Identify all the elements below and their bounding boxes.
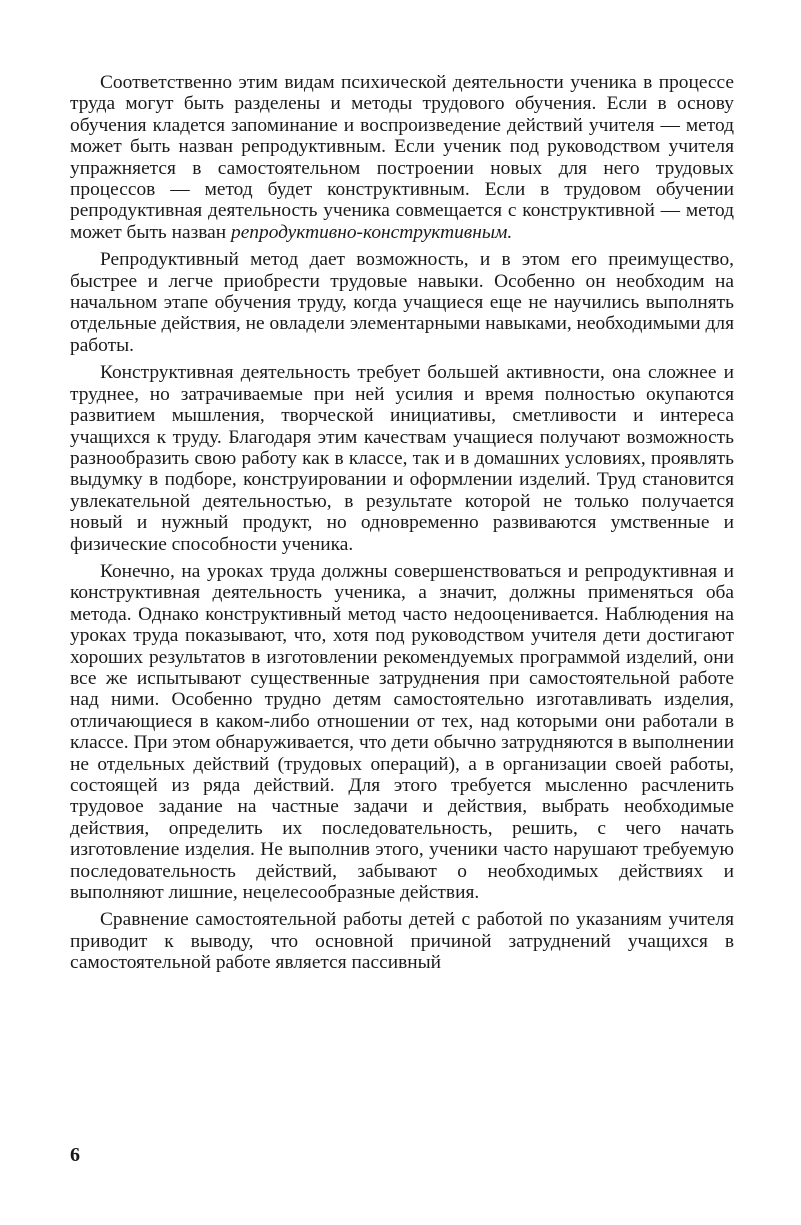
paragraph-1-text: Соответственно этим видам психической деятельности ученика в процессе труда могут быть разделены и методы трудового обучения. Если в основу обучения кладется запоминание и воспроизведение действий учителя — метод может быть назван репродуктивным. Если ученик под руководством учителя упражняется в самостоятельном построении новых для него трудовых процессов — метод будет конструктивным. Если в трудовом обучении репродуктивная деятельность ученика совмещается с конструктивной — метод может быть назван [70, 72, 734, 243]
paragraph-2: Репродуктивный метод дает возможность, и в этом его преимущество, быстрее и легче приобрести трудовые навыки. Особенно он необходим на начальном этапе обучения труду, когда учащиеся еще не научились выполнять отдельные действия, не овладели элементарными навыками, необходимыми для работы. [70, 249, 734, 356]
paragraph-5: Сравнение самостоятельной работы детей с работой по указаниям учителя приводит к выводу, что основной причиной затруднений учащихся в самостоятельной работе является пассивный [70, 909, 734, 974]
page-body [70, 72, 734, 980]
paragraph-3: Конструктивная деятельность требует большей активности, она сложнее и труднее, но затрачиваемые при ней усилия и время полностью окупаются развитием мышления, творческой инициативы, сметливости и интереса учащихся к труду. Благодаря этим качествам учащиеся получают возможность разнообразить свою работу как в классе, так и в домашних условиях, проявлять выдумку в подборе, конструировании и оформлении изделий. Труд становится увлекательной деятельностью, в результате которой не только получается новый и нужный продукт, но одновременно развиваются умственные и физические способности ученика. [70, 362, 734, 555]
paragraph-4: Конечно, на уроках труда должны совершенствоваться и репродуктивная и конструктивная деятельность ученика, а значит, должны применяться оба метода. Однако конструктивный метод часто недооценивается. Наблюдения на уроках труда показывают, что, хотя под руководством учителя дети достигают хороших результатов в изготовлении рекомендуемых программой изделий, они все же испытывают существенные затруднения при самостоятельной работе над ними. Особенно трудно детям самостоятельно изготавливать изделия, отличающиеся в каком-либо отношении от тех, над которыми они работали в классе. При этом обнаруживается, что дети обычно затрудняются в выполнении не отдельных действий (трудовых операций), а в организации своей работы, состоящей из ряда действий. Для этого требуется мысленно расчленить трудовое задание на частные задачи и действия, выбрать необходимые действия, определить их последовательность, решить, с чего начать изготовление изделия. Не выполнив этого, ученики часто нарушают требуемую последовательность действий, забывают о необходимых действиях и выполняют лишние, нецелесообразные действия. [70, 560, 734, 904]
paragraph-1 [70, 72, 734, 243]
paragraph-1-emphasis: репродуктивно-конструктивным. [231, 221, 513, 243]
page-number: 6 [70, 1144, 80, 1166]
